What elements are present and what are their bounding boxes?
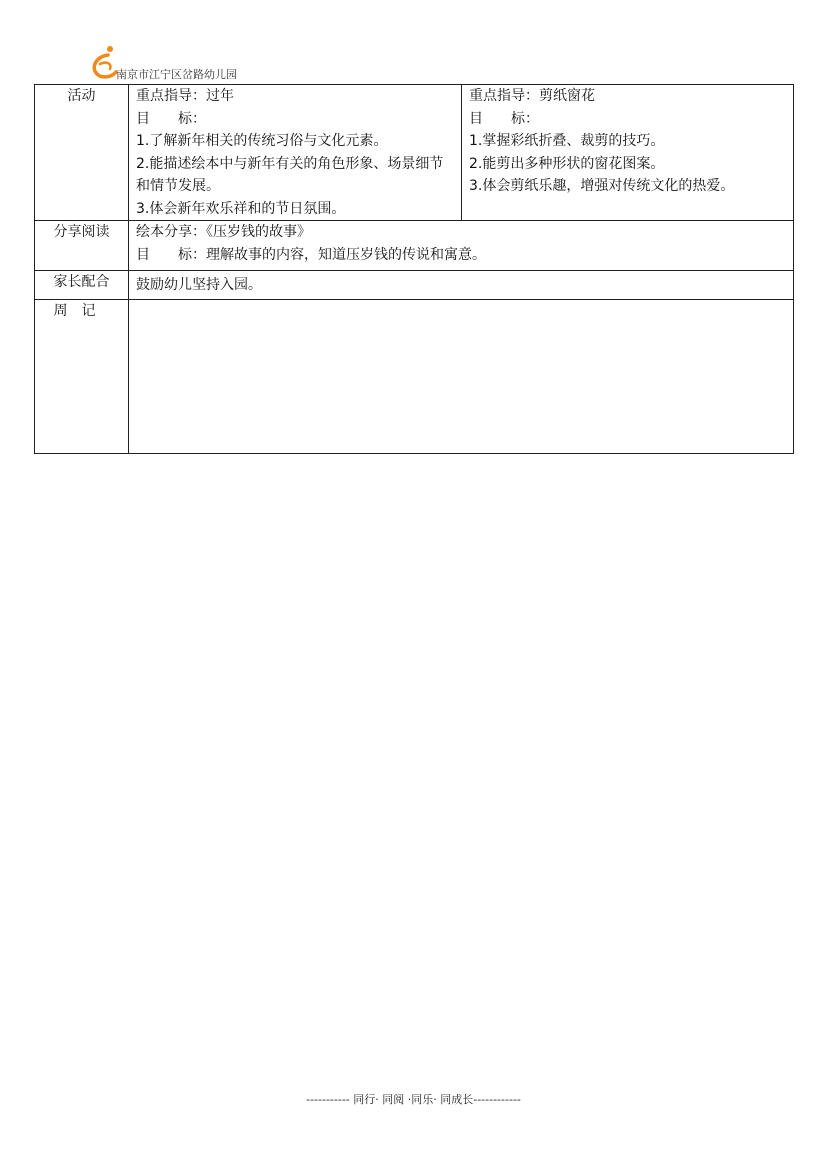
- activity-right-goal-label: 目 标：: [469, 110, 539, 127]
- page-header: [88, 44, 388, 80]
- activity-left-item: 2.能描述绘本中与新年有关的角色形象、场景细节和情节发展。: [136, 155, 444, 194]
- activity-left-goal-label: 目 标：: [136, 110, 206, 127]
- reading-row: [35, 221, 794, 271]
- activity-label: 活动: [35, 85, 129, 221]
- reading-label: 分享阅读: [35, 221, 129, 271]
- footer-motto: ----------- 同行· 同阅 ·同乐· 同成长------------: [306, 1093, 521, 1106]
- parents-cell: 鼓励幼儿坚持入园。: [129, 271, 794, 300]
- activity-right-cell: [462, 85, 794, 221]
- parents-row: [35, 271, 794, 300]
- weekly-row: [35, 300, 794, 454]
- activity-left-item: 1.了解新年相关的传统习俗与文化元素。: [136, 133, 388, 149]
- activity-right-item: 3.体会剪纸乐趣，增强对传统文化的热爱。: [469, 178, 735, 194]
- activity-right-title: 重点指导：剪纸窗花: [469, 88, 595, 104]
- activity-left-title: 重点指导：过年: [136, 88, 234, 104]
- activity-row: [35, 85, 794, 221]
- reading-goal: 目 标：理解故事的内容，知道压岁钱的传说和寓意。: [136, 246, 486, 263]
- weekly-label-cell: [35, 300, 129, 454]
- activity-left-cell: [129, 85, 462, 221]
- school-name: 南京市江宁区岔路幼儿园: [116, 68, 237, 81]
- weekly-label: 周记: [53, 303, 110, 319]
- parents-label: 家长配合: [35, 271, 129, 300]
- activity-left-item: 3.体会新年欢乐祥和的节日氛围。: [136, 200, 346, 217]
- reading-book: 绘本分享：《压岁钱的故事》: [136, 224, 311, 240]
- weekly-content-cell[interactable]: [129, 300, 794, 454]
- reading-cell: [129, 221, 794, 271]
- weekly-plan-table: [34, 84, 794, 454]
- activity-right-item: 2.能剪出多种形状的窗花图案。: [469, 155, 665, 172]
- activity-right-item: 1.掌握彩纸折叠、裁剪的技巧。: [469, 133, 665, 149]
